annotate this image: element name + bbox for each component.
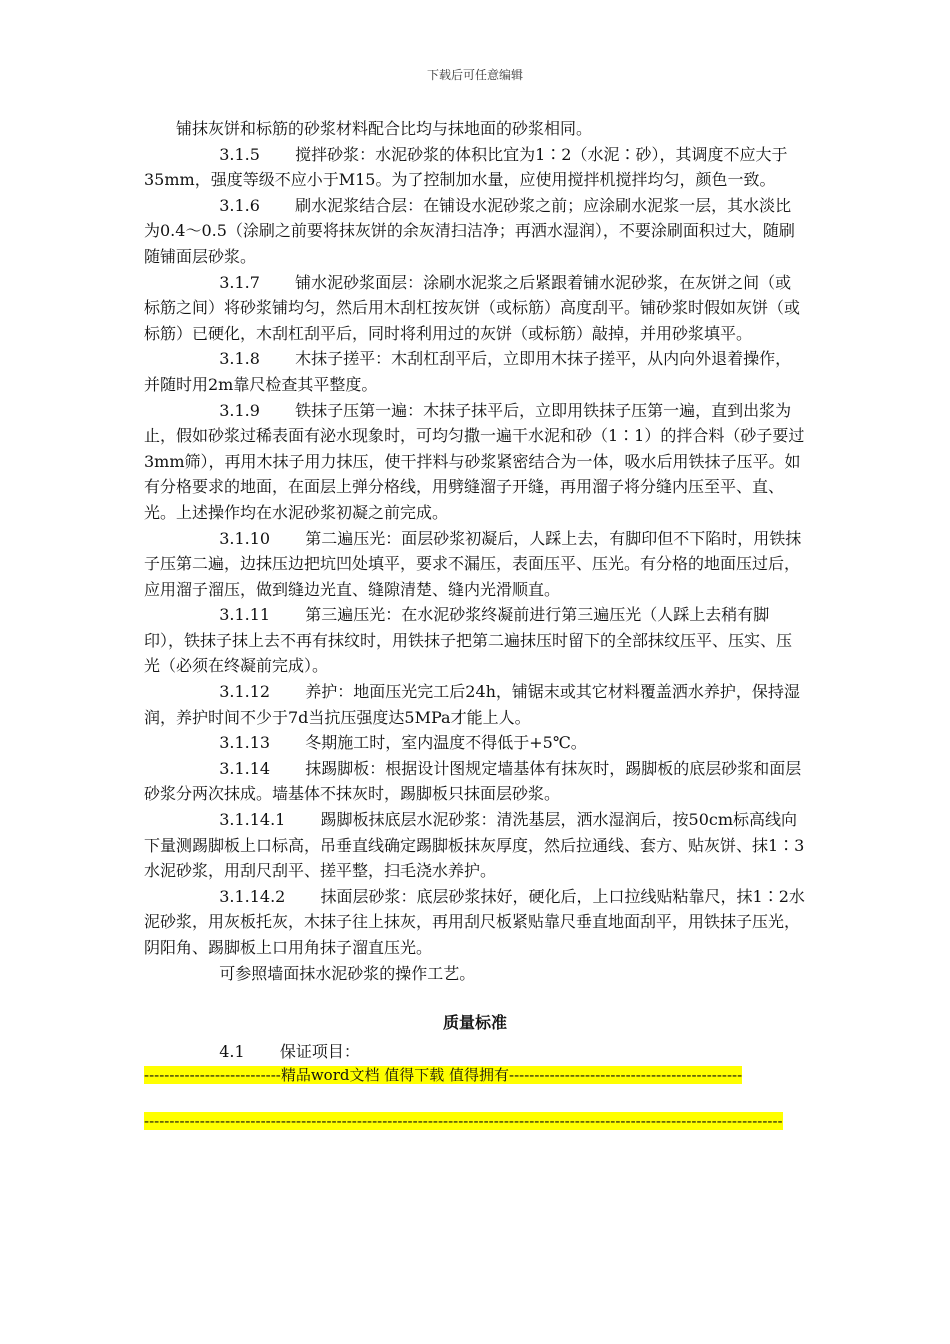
clause-text: 抹面层砂浆：底层砂浆抹好，硬化后，上口拉线贴粘靠尺，抹1∶2水泥砂浆，用灰板托灰，木抹子往上抹灰，再用刮尺板紧贴靠尺垂直地面刮平，用铁抹子压光，阴阳角、踢脚板上口用角抹子溜直压光。 bbox=[144, 886, 805, 957]
clause-text: 木抹子搓平：木刮杠刮平后，立即用木抹子搓平，从内向外退着操作，并随时用2m靠尺检查其平整度。 bbox=[144, 349, 792, 394]
clause-text: 养护：地面压光完工后24h，铺锯末或其它材料覆盖洒水养护，保持湿润，养护时间不少于7d当抗压强度达5MPa才能上人。 bbox=[144, 682, 800, 727]
clause-number: 3.1.14.1 bbox=[219, 810, 286, 830]
clause-number: 3.1.13 bbox=[219, 733, 271, 753]
clause-number: 3.1.14.2 bbox=[219, 886, 286, 906]
clause-number: 3.1.11 bbox=[219, 605, 271, 625]
clause-3-1-14-2 bbox=[144, 884, 806, 961]
clause-number: 3.1.8 bbox=[219, 349, 260, 369]
paragraph-closing: 可参照墙面抹水泥砂浆的操作工艺。 bbox=[219, 963, 476, 983]
clause-3-1-10 bbox=[144, 526, 806, 603]
clause-text: 抹踢脚板：根据设计图规定墙基体有抹灰时，踢脚板的底层砂浆和面层砂浆分两次抹成。墙基体不抹灰时，踢脚板只抹面层砂浆。 bbox=[144, 758, 802, 804]
clause-3-1-9 bbox=[144, 398, 806, 526]
clause-3-1-13 bbox=[144, 730, 806, 756]
clause-number: 3.1.6 bbox=[219, 195, 260, 215]
clause-number: 3.1.7 bbox=[219, 272, 260, 292]
clause-text: 刷水泥浆结合层：在铺设水泥砂浆之前；应涂刷水泥浆一层，其水淡比为0.4～0.5（涂刷之前要将抹灰饼的余灰清扫洁净；再洒水湿润），不要涂刷面积过大，随刷随铺面层砂浆。 bbox=[144, 195, 795, 266]
clause-3-1-8 bbox=[144, 346, 806, 397]
clause-text: 第二遍压光：面层砂浆初凝后，人踩上去，有脚印但不下陷时，用铁抹子压第二遍，边抹压边把坑凹处填平，要求不漏压，表面压平、压光。有分格的地面压过后，应用溜子溜压，做到缝边光直、缝隙清楚、缝内光滑顺直。 bbox=[144, 528, 802, 599]
clause-text: 保证项目： bbox=[279, 1041, 360, 1061]
clause-3-1-7 bbox=[144, 270, 806, 347]
dash-text: ------------------------------------------------------------------------------------------------------------------------------ bbox=[144, 1112, 783, 1131]
clause-3-1-14 bbox=[144, 756, 806, 807]
clause-text: 铁抹子压第一遍：木抹子抹平后，立即用铁抹子压第一遍，直到出浆为止，假如砂浆过稀表面有泌水现象时，可均匀撒一遍干水泥和砂（1∶1）的拌合料（砂子要过3mm筛），再用木抹子用力抹压，使干拌料与砂浆紧密结合为一体，吸水后用铁抹子压平。如有分格要求的地面，在面层上弹分格线，用劈缝溜子开缝，再用溜子将分缝内压至平、直、光。上述操作均在水泥砂浆初凝之前完成。 bbox=[144, 400, 805, 522]
dash-line bbox=[144, 1112, 806, 1131]
clause-number: 4.1 bbox=[219, 1041, 245, 1061]
clause-number: 3.1.12 bbox=[219, 682, 271, 702]
clause-number: 3.1.9 bbox=[219, 400, 260, 420]
clause-number: 3.1.5 bbox=[219, 144, 260, 164]
clause-number: 3.1.10 bbox=[219, 528, 271, 548]
paragraph-intro: 铺抹灰饼和标筋的砂浆材料配合比均与抹地面的砂浆相同。 bbox=[176, 119, 593, 138]
clause-text: 踢脚板抹底层水泥砂浆：清洗基层，洒水湿润后，按50cm标高线向下量测踢脚板上口标高，吊垂直线确定踢脚板抹灰厚度，然后拉通线、套方、贴灰饼、抹1∶3水泥砂浆，用刮尺刮平、搓平整，扫毛浇水养护。 bbox=[144, 810, 805, 881]
clause-3-1-12 bbox=[144, 679, 806, 730]
clause-text: 第三遍压光：在水泥砂浆终凝前进行第三遍压光（人踩上去稍有脚印），铁抹子抹上去不再有抹纹时，用铁抹子把第二遍抹压时留下的全部抹纹压平、压实、压光（必须在终凝前完成）。 bbox=[144, 605, 793, 676]
clause-text: 冬期施工时，室内温度不得低于+5℃。 bbox=[305, 733, 587, 753]
section-title: 质量标准 bbox=[442, 1013, 507, 1033]
promo-line bbox=[144, 1064, 806, 1086]
clause-text: 铺水泥砂浆面层：涂刷水泥浆之后紧跟着铺水泥砂浆，在灰饼之间（或标筋之间）将砂浆铺均匀，然后用木刮杠按灰饼（或标筋）高度刮平。铺砂浆时假如灰饼（或标筋）已硬化，木刮杠刮平后，同时将利用过的灰饼（或标筋）敲掉，并用砂浆填平。 bbox=[144, 272, 801, 343]
clause-number: 3.1.14 bbox=[219, 758, 271, 778]
clause-3-1-14-1 bbox=[144, 807, 806, 884]
clause-3-1-11 bbox=[144, 602, 806, 679]
document-body bbox=[144, 116, 806, 1131]
clause-text: 搅拌砂浆：水泥砂浆的体积比宜为1∶2（水泥∶砂），其调度不应大于35mm，强度等级不应小于M15。为了控制加水量，应使用搅拌机搅拌均匀，颜色一致。 bbox=[144, 144, 788, 190]
footer-promo-block bbox=[144, 1064, 806, 1131]
section-item-4-1 bbox=[144, 1039, 806, 1065]
promo-text: ---------------------------精品word文档 值得下载 值得拥有---------------------------------------------- bbox=[144, 1066, 743, 1085]
spacer bbox=[144, 1086, 806, 1112]
page-header: 下载后可任意编辑 bbox=[426, 68, 523, 82]
clause-3-1-5 bbox=[144, 142, 806, 193]
clause-3-1-6 bbox=[144, 193, 806, 270]
